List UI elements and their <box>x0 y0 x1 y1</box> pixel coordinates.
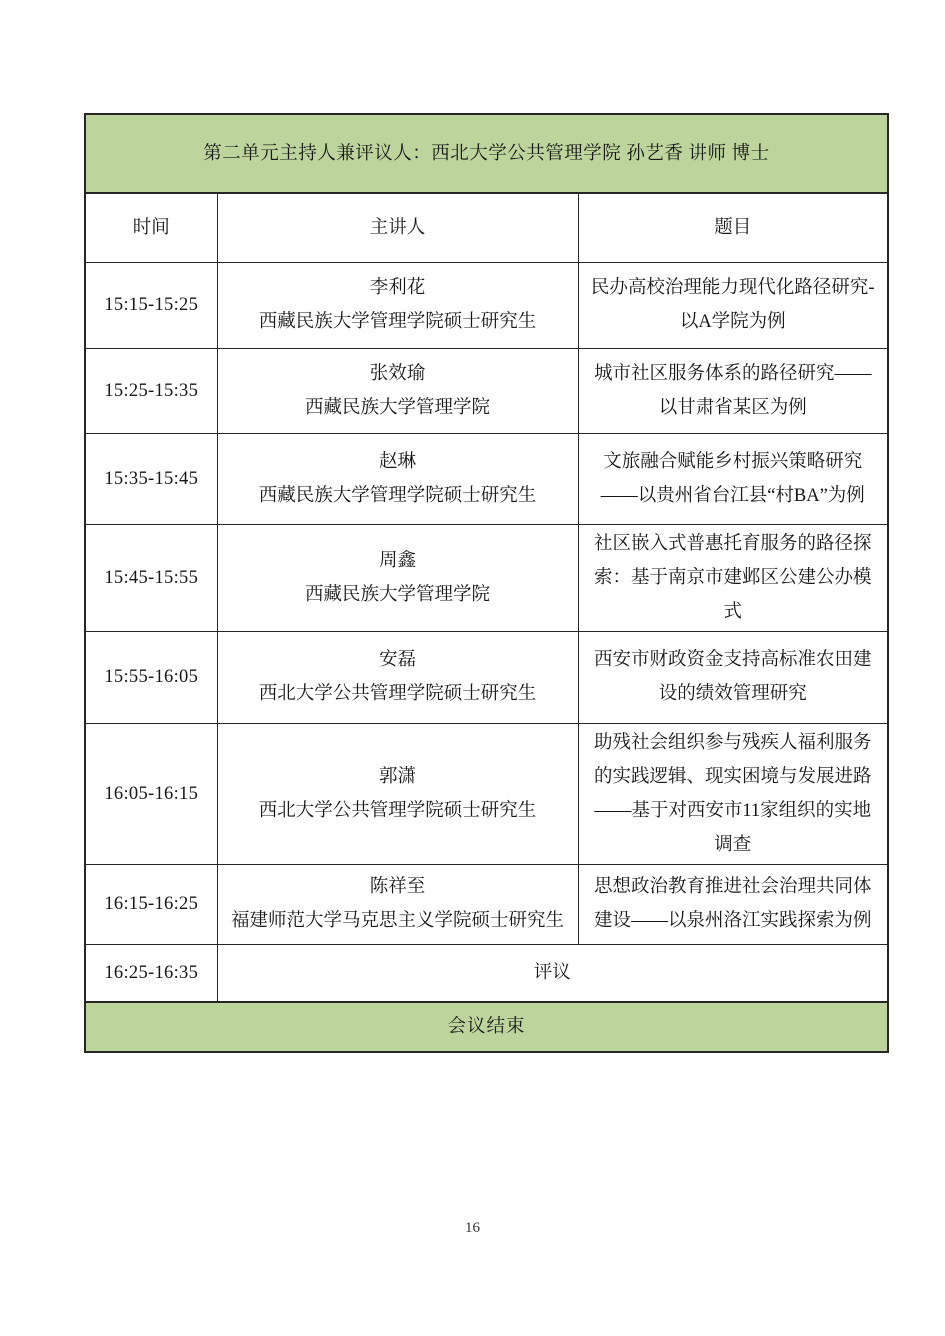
speaker-cell <box>217 433 578 524</box>
speaker-name: 周鑫 <box>378 550 416 571</box>
time-cell: 16:25-16:35 <box>85 944 217 1002</box>
speaker-affiliation: 西藏民族大学管理学院硕士研究生 <box>258 312 537 332</box>
closing-row <box>85 1002 888 1052</box>
table-row <box>85 524 888 631</box>
column-header-row <box>85 193 888 262</box>
speaker-name: 张效瑜 <box>369 363 426 384</box>
time-cell: 15:35-15:45 <box>85 433 217 524</box>
speaker-affiliation: 西藏民族大学管理学院 <box>304 397 490 418</box>
table-row <box>85 723 888 864</box>
speaker-affiliation: 西北大学公共管理学院硕士研究生 <box>258 800 537 821</box>
speaker-affiliation: 福建师范大学马克思主义学院硕士研究生 <box>230 911 564 931</box>
session-schedule-table <box>84 113 889 1053</box>
session-title-row <box>85 114 888 193</box>
review-label: 评议 <box>217 944 888 1002</box>
table-row <box>85 348 888 433</box>
column-header-topic: 题目 <box>578 193 888 262</box>
time-cell: 15:15-15:25 <box>85 262 217 348</box>
column-header-time: 时间 <box>85 193 217 262</box>
session-title: 第二单元主持人兼评议人：西北大学公共管理学院 孙艺香 讲师 博士 <box>85 114 888 193</box>
speaker-cell <box>217 631 578 723</box>
topic-cell: 文旅融合赋能乡村振兴策略研究——以贵州省台江县“村BA”为例 <box>578 433 888 524</box>
time-cell: 16:15-16:25 <box>85 864 217 944</box>
time-cell: 15:45-15:55 <box>85 524 217 631</box>
table-row <box>85 262 888 348</box>
column-header-speaker: 主讲人 <box>217 193 578 262</box>
speaker-name: 赵琳 <box>378 451 416 472</box>
topic-cell: 社区嵌入式普惠托育服务的路径探索：基于南京市建邺区公建公办模式 <box>578 524 888 631</box>
table-row <box>85 864 888 944</box>
speaker-cell <box>217 864 578 944</box>
topic-cell: 思想政治教育推进社会治理共同体建设——以泉州洛江实践探索为例 <box>578 864 888 944</box>
speaker-name: 郭潇 <box>378 766 416 787</box>
time-cell: 15:25-15:35 <box>85 348 217 433</box>
review-row <box>85 944 888 1002</box>
table-row <box>85 433 888 524</box>
closing-label: 会议结束 <box>85 1002 888 1052</box>
speaker-affiliation: 西藏民族大学管理学院 <box>304 584 490 605</box>
table-row <box>85 631 888 723</box>
time-cell: 16:05-16:15 <box>85 723 217 864</box>
speaker-name: 李利花 <box>369 278 426 298</box>
speaker-cell <box>217 348 578 433</box>
topic-cell: 城市社区服务体系的路径研究——以甘肃省某区为例 <box>578 348 888 433</box>
speaker-cell <box>217 524 578 631</box>
topic-cell: 民办高校治理能力现代化路径研究-以A学院为例 <box>578 262 888 348</box>
speaker-affiliation: 西藏民族大学管理学院硕士研究生 <box>258 485 537 506</box>
topic-cell: 西安市财政资金支持高标准农田建设的绩效管理研究 <box>578 631 888 723</box>
speaker-cell <box>217 723 578 864</box>
speaker-cell <box>217 262 578 348</box>
speaker-name: 安磊 <box>378 650 416 670</box>
time-cell: 15:55-16:05 <box>85 631 217 723</box>
speaker-affiliation: 西北大学公共管理学院硕士研究生 <box>258 684 537 704</box>
topic-cell: 助残社会组织参与残疾人福利服务的实践逻辑、现实困境与发展进路——基于对西安市11家组织的实地调查 <box>578 723 888 864</box>
page-number: 16 <box>465 1220 480 1236</box>
speaker-name: 陈祥至 <box>369 877 426 897</box>
